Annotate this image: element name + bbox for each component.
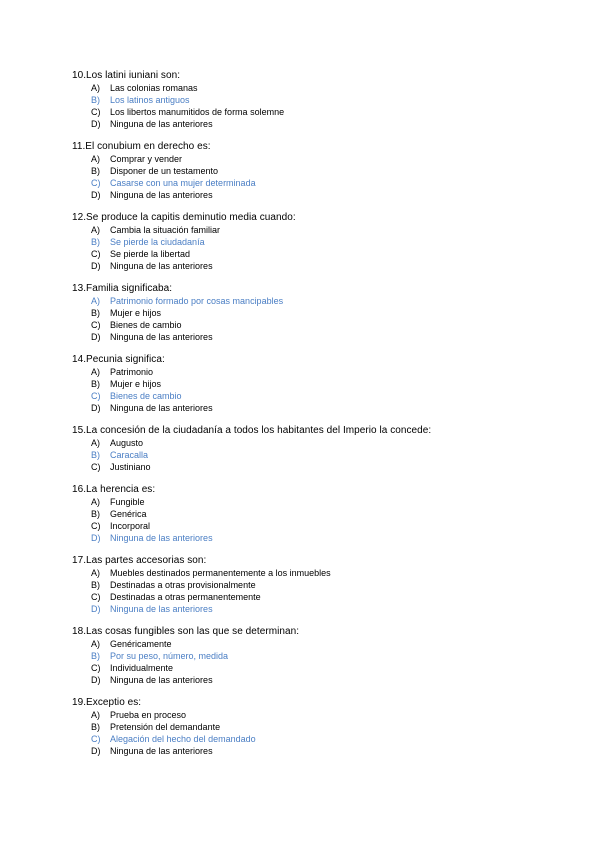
answer-option <box>72 165 552 177</box>
option-letter: D) <box>91 746 101 756</box>
answer-option <box>72 638 552 650</box>
option-letter: D) <box>91 261 101 271</box>
option-letter: B) <box>91 450 100 460</box>
option-text: Muebles destinados permanentemente a los inmuebles <box>110 568 331 578</box>
option-text: Genéricamente <box>110 639 172 649</box>
question-title: 18.Las cosas fungibles son las que se determinan: <box>72 626 300 637</box>
answer-option <box>72 496 552 508</box>
option-letter: A) <box>91 497 100 507</box>
option-text: Se pierde la ciudadanía <box>110 237 205 247</box>
option-letter: C) <box>91 320 101 330</box>
option-letter: C) <box>91 734 101 744</box>
answer-option <box>72 106 552 118</box>
answer-option <box>72 579 552 591</box>
option-text: Ninguna de las anteriores <box>110 533 213 543</box>
option-text: Patrimonio formado por cosas mancipables <box>110 296 284 306</box>
answer-option <box>72 520 552 532</box>
option-text: Patrimonio <box>110 367 154 377</box>
option-text: Augusto <box>110 438 144 448</box>
option-letter: B) <box>91 580 100 590</box>
answer-option-correct <box>72 236 552 248</box>
question-block <box>72 212 552 272</box>
question-block <box>72 555 552 615</box>
option-letter: C) <box>91 391 101 401</box>
option-text: Cambia la situación familiar <box>110 225 221 235</box>
answer-option <box>72 745 552 757</box>
option-text: Bienes de cambio <box>110 391 182 401</box>
option-text: Casarse con una mujer determinada <box>110 178 256 188</box>
option-letter: D) <box>91 675 101 685</box>
option-text: Los latinos antiguos <box>110 95 190 105</box>
option-letter: B) <box>91 308 100 318</box>
option-letter: C) <box>91 462 101 472</box>
document-page <box>72 70 552 768</box>
answer-option <box>72 248 552 260</box>
question-title: 19.Exceptio es: <box>72 697 142 708</box>
option-text: Ninguna de las anteriores <box>110 403 213 413</box>
answer-option-correct <box>72 449 552 461</box>
option-letter: D) <box>91 332 101 342</box>
option-letter: C) <box>91 521 101 531</box>
answer-option <box>72 307 552 319</box>
option-text: Genérica <box>110 509 147 519</box>
answer-option <box>72 662 552 674</box>
option-text: Ninguna de las anteriores <box>110 675 213 685</box>
option-letter: C) <box>91 178 101 188</box>
option-text: Alegación del hecho del demandado <box>110 734 256 744</box>
question-title: 14.Pecunia significa: <box>72 354 165 365</box>
answer-option <box>72 378 552 390</box>
answer-option-correct <box>72 177 552 189</box>
option-text: Ninguna de las anteriores <box>110 190 213 200</box>
option-text: Pretensión del demandante <box>110 722 221 732</box>
answer-option <box>72 319 552 331</box>
option-text: Justiniano <box>110 462 151 472</box>
answer-option <box>72 508 552 520</box>
option-text: Se pierde la libertad <box>110 249 191 259</box>
option-text: Individualmente <box>110 663 174 673</box>
option-letter: A) <box>91 639 100 649</box>
question-title: 12.Se produce la capitis deminutio media cuando: <box>72 212 296 223</box>
option-text: Por su peso, número, medida <box>110 651 229 661</box>
answer-option <box>72 189 552 201</box>
option-letter: A) <box>91 568 100 578</box>
option-letter: A) <box>91 83 100 93</box>
option-text: Caracalla <box>110 450 149 460</box>
question-title: 10.Los latini iuniani son: <box>72 70 181 81</box>
option-letter: C) <box>91 663 101 673</box>
question-block <box>72 484 552 544</box>
option-text: Incorporal <box>110 521 151 531</box>
option-letter: A) <box>91 296 100 306</box>
option-letter: B) <box>91 722 100 732</box>
option-text: Prueba en proceso <box>110 710 187 720</box>
answer-option <box>72 118 552 130</box>
question-title: 16.La herencia es: <box>72 484 156 495</box>
answer-option-correct <box>72 390 552 402</box>
question-block <box>72 70 552 130</box>
option-text: Ninguna de las anteriores <box>110 332 213 342</box>
question-block <box>72 425 552 473</box>
question-block <box>72 626 552 686</box>
option-letter: A) <box>91 154 100 164</box>
answer-option-correct <box>72 295 552 307</box>
option-letter: C) <box>91 592 101 602</box>
option-letter: C) <box>91 249 101 259</box>
question-block <box>72 354 552 414</box>
answer-option <box>72 674 552 686</box>
option-text: Mujer e hijos <box>110 308 162 318</box>
option-text: Disponer de un testamento <box>110 166 219 176</box>
option-text: Mujer e hijos <box>110 379 162 389</box>
answer-option-correct <box>72 94 552 106</box>
option-letter: D) <box>91 604 101 614</box>
question-block <box>72 283 552 343</box>
answer-option <box>72 331 552 343</box>
answer-option <box>72 224 552 236</box>
option-letter: B) <box>91 166 100 176</box>
option-text: Bienes de cambio <box>110 320 182 330</box>
question-block <box>72 697 552 757</box>
question-block <box>72 141 552 201</box>
answer-option <box>72 82 552 94</box>
option-text: Comprar y vender <box>110 154 183 164</box>
option-letter: A) <box>91 438 100 448</box>
option-text: Destinadas a otras permanentemente <box>110 592 261 602</box>
question-title: 17.Las partes accesorias son: <box>72 555 207 566</box>
option-letter: B) <box>91 651 100 661</box>
answer-option <box>72 437 552 449</box>
option-letter: A) <box>91 367 100 377</box>
option-text: Las colonias romanas <box>110 83 198 93</box>
option-letter: A) <box>91 225 100 235</box>
option-text: Ninguna de las anteriores <box>110 261 213 271</box>
option-letter: B) <box>91 379 100 389</box>
option-letter: A) <box>91 710 100 720</box>
answer-option <box>72 260 552 272</box>
option-text: Destinadas a otras provisionalmente <box>110 580 256 590</box>
option-letter: C) <box>91 107 101 117</box>
option-letter: D) <box>91 190 101 200</box>
answer-option <box>72 153 552 165</box>
option-letter: B) <box>91 237 100 247</box>
option-letter: B) <box>91 509 100 519</box>
answer-option <box>72 366 552 378</box>
question-title: 15.La concesión de la ciudadanía a todos los habitantes del Imperio la concede: <box>72 425 432 436</box>
option-text: Los libertos manumitidos de forma solemne <box>110 107 285 117</box>
answer-option <box>72 567 552 579</box>
option-text: Fungible <box>110 497 145 507</box>
answer-option <box>72 721 552 733</box>
option-text: Ninguna de las anteriores <box>110 119 213 129</box>
answer-option <box>72 461 552 473</box>
option-letter: D) <box>91 403 101 413</box>
question-title: 11.El conubium en derecho es: <box>72 141 211 152</box>
option-text: Ninguna de las anteriores <box>110 746 213 756</box>
option-text: Ninguna de las anteriores <box>110 604 213 614</box>
option-letter: D) <box>91 533 101 543</box>
answer-option-correct <box>72 603 552 615</box>
answer-option <box>72 591 552 603</box>
answer-option <box>72 709 552 721</box>
answer-option-correct <box>72 532 552 544</box>
option-letter: D) <box>91 119 101 129</box>
answer-option-correct <box>72 733 552 745</box>
option-letter: B) <box>91 95 100 105</box>
answer-option <box>72 402 552 414</box>
answer-option-correct <box>72 650 552 662</box>
question-title: 13.Familia significaba: <box>72 283 173 294</box>
